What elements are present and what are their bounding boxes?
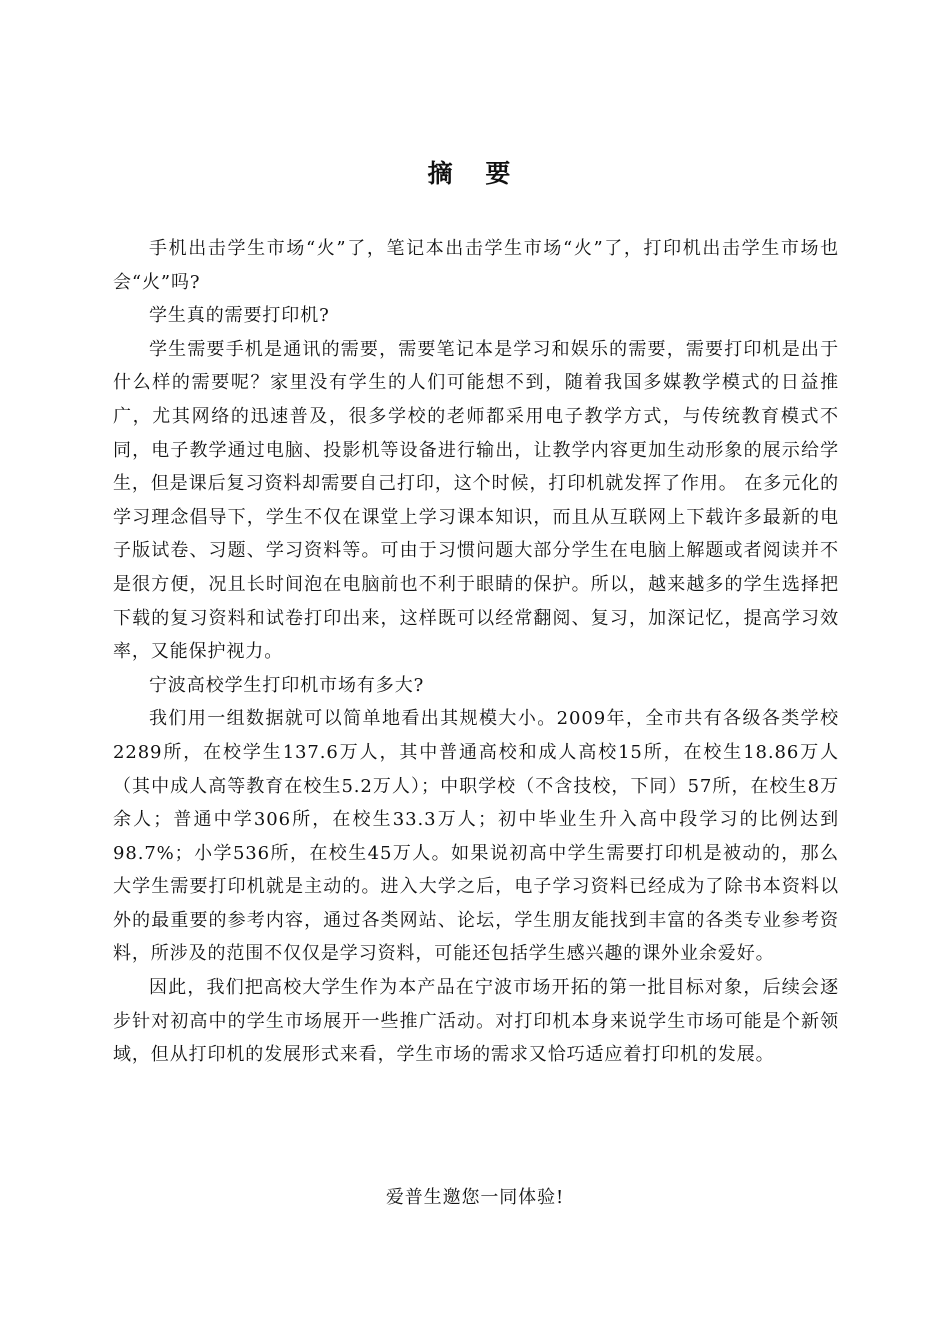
page-title: 摘 要	[427, 159, 523, 188]
abstract-body	[113, 232, 839, 1072]
paragraph-need-explanation: 学生需要手机是通讯的需要，需要笔记本是学习和娱乐的需要，需要打印机是出于什么样的需要呢？家里没有学生的人们可能想不到，随着我国多媒教学模式的日益推广，尤其网络的迅速普及，很多学校的老师都采用电子教学方式，与传统教育模式不同，电子教学通过电脑、投影机等设备进行输出，让教学内容更加生动形象的展示给学生，但是课后复习资料却需要自己打印，这个时候，打印机就发挥了作用。 在多元化的学习理念倡导下，学生不仅在课堂上学习课本知识，而且从互联网上下载许多最新的电子版试卷、习题、学习资料等。可由于习惯问题大部分学生在电脑上解题或者阅读并不是很方便，况且长时间泡在电脑前也不利于眼睛的保护。所以，越来越多的学生选择把下载的复习资料和试卷打印出来，这样既可以经常翻阅、复习，加深记忆，提高学习效率，又能保护视力。	[113, 338, 839, 663]
paragraph-question-need: 学生真的需要打印机?	[149, 305, 330, 327]
paragraph-question-market: 宁波高校学生打印机市场有多大?	[149, 674, 425, 696]
closing-line: 爱普生邀您一同体验!	[385, 1187, 565, 1208]
paragraph-intro: 手机出击学生市场“火”了，笔记本出击学生市场“火”了，打印机出击学生市场也会“火”吗?	[113, 238, 839, 293]
paragraph-conclusion: 因此，我们把高校大学生作为本产品在宁波市场开拓的第一批目标对象，后续会逐步针对初高中的学生市场展开一些推广活动。对打印机本身来说学生市场可能是个新领域，但从打印机的发展形式来看，学生市场的需求又恰巧适应着打印机的发展。	[113, 977, 839, 1066]
paragraph-market-data: 我们用一组数据就可以简单地看出其规模大小。2009年，全市共有各级各类学校2289所，在校学生137.6万人，其中普通高校和成人高校15所，在校生18.86万人（其中成人高等教育在校生5.2万人）；中职学校（不含技校，下同）57所，在校生8万余人；普通中学306所，在校生33.3万人；初中毕业生升入高中段学习的比例达到98.7%；小学536所，在校生45万人。如果说初高中学生需要打印机是被动的，那么大学生需要打印机就是主动的。进入大学之后，电子学习资料已经成为了除书本资料以外的最重要的参考内容，通过各类网站、论坛，学生朋友能找到丰富的各类专业参考资料，所涉及的范围不仅仅是学习资料，可能还包括学生感兴趣的课外业余爱好。	[113, 708, 839, 965]
